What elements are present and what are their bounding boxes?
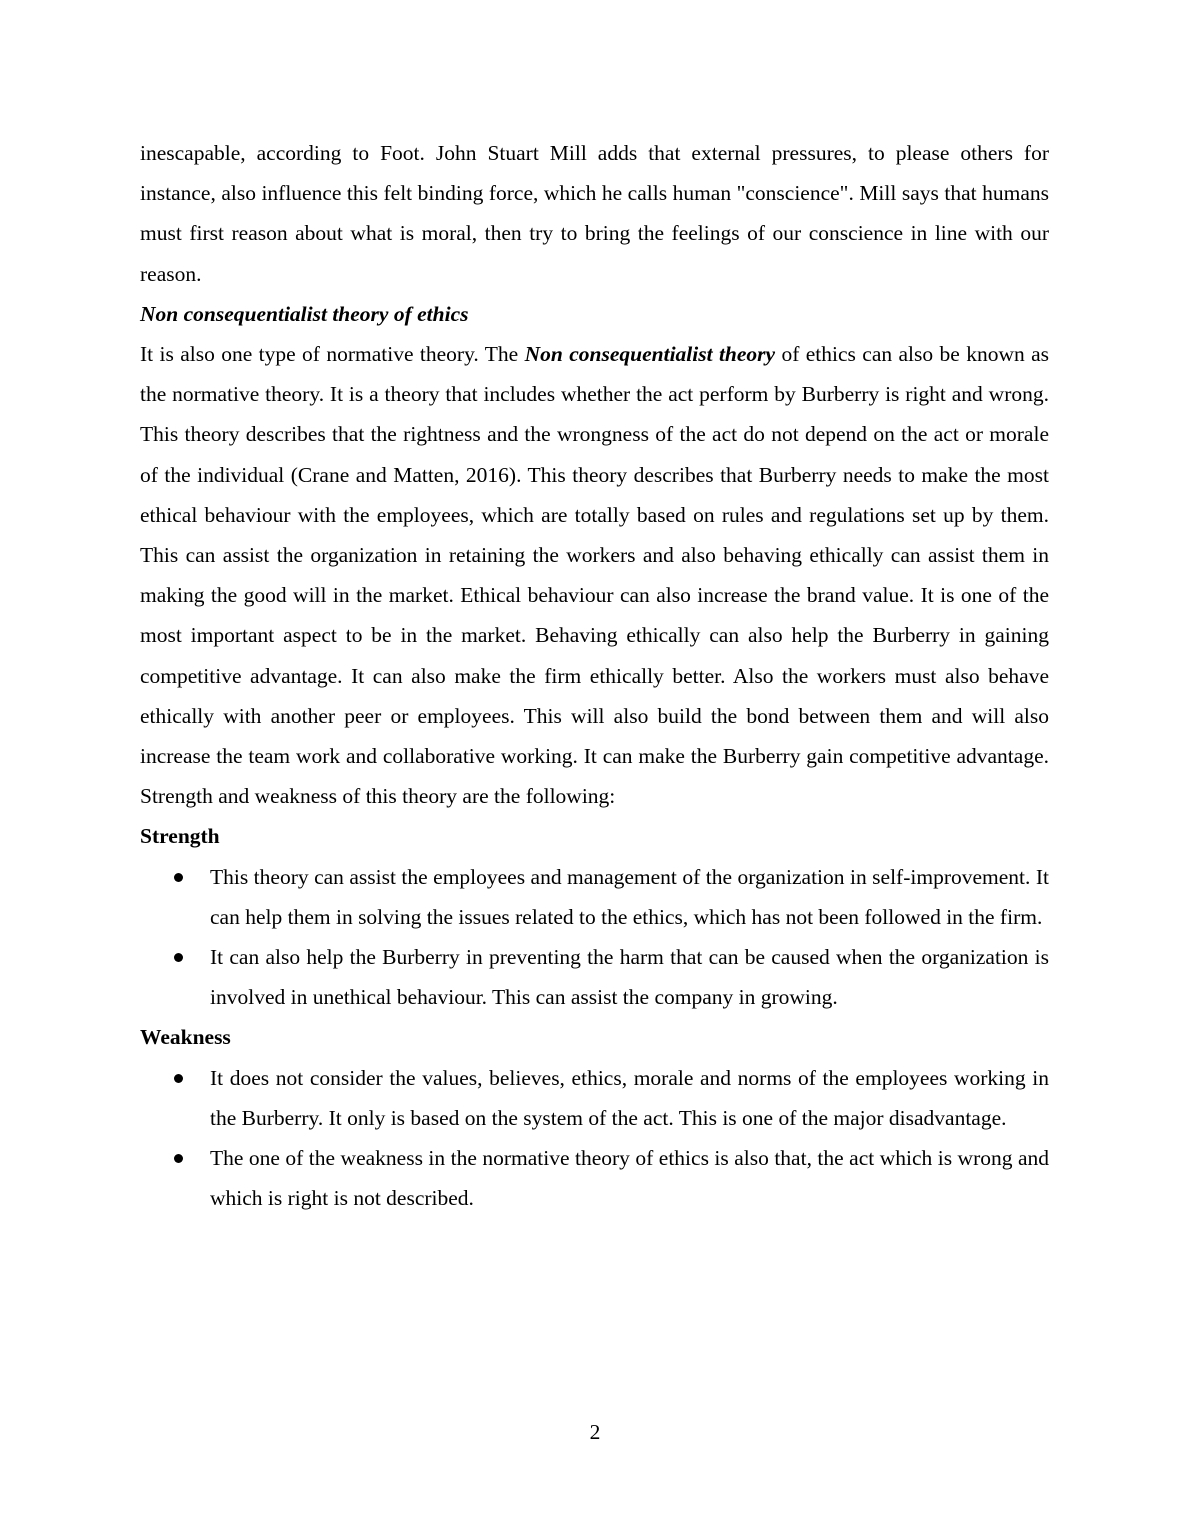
bullet-icon <box>174 1074 183 1083</box>
list-item-text: It can also help the Burberry in preventing the harm that can be caused when the organization is involved in unethical behaviour. This can assist the company in growing. <box>210 945 1049 1010</box>
strength-list <box>140 857 1049 1018</box>
weakness-list <box>140 1058 1049 1219</box>
section-heading: Non consequentialist theory of ethics <box>140 301 469 326</box>
strength-heading: Strength <box>140 824 220 849</box>
list-item-text: The one of the weakness in the normative theory of ethics is also that, the act which is wrong and which is right is not described. <box>210 1146 1049 1211</box>
intro-paragraph: inescapable, according to Foot. John Stuart Mill adds that external pressures, to please others for instance, also influence this felt binding force, which he calls human "conscience". Mill says that humans must first reason about what is moral, then try to bring the feelings of our conscience in line with our reason. <box>140 141 1049 286</box>
main-paragraph-lead: It is also one type of normative theory. The <box>140 342 525 367</box>
document-page <box>140 133 1049 1218</box>
bullet-icon <box>174 873 183 882</box>
weakness-heading: Weakness <box>140 1025 231 1050</box>
list-item-text: It does not consider the values, believes, ethics, morale and norms of the employees working in the Burberry. It only is based on the system of the act. This is one of the major disadvantage. <box>210 1065 1049 1130</box>
bullet-icon <box>174 953 183 962</box>
list-item <box>140 1058 1049 1138</box>
main-paragraph-emphasis: Non consequentialist theory <box>524 342 776 367</box>
list-item-text: This theory can assist the employees and management of the organization in self-improvement. It can help them in solving the issues related to the ethics, which has not been followed in the firm. <box>210 864 1049 929</box>
main-paragraph <box>140 334 1049 816</box>
list-item <box>140 1138 1049 1218</box>
list-item <box>140 937 1049 1017</box>
list-item <box>140 857 1049 937</box>
page-number: 2 <box>589 1420 601 1444</box>
main-paragraph-rest: of ethics can also be known as the normative theory. It is a theory that includes whether the act perform by Burberry is right and wrong. This theory describes that the rightness and the wrongness of the act do not depend on the act or morale of the individual (Crane and Matten, 2016). This theory describes that Burberry needs to make the most ethical behaviour with the employees, which are totally based on rules and regulations set up by them. This can assist the organization in retaining the workers and also behaving ethically can assist them in making the good will in the market. Ethical behaviour can also increase the brand value. It is one of the most important aspect to be in the market. Behaving ethically can also help the Burberry in gaining competitive advantage. It can also make the firm ethically better. Also the workers must also behave ethically with another peer or employees. This will also build the bond between them and will also increase the team work and collaborative working. It can make the Burberry gain competitive advantage. Strength and weakness of this theory are the following: <box>140 342 1050 809</box>
bullet-icon <box>174 1154 183 1163</box>
